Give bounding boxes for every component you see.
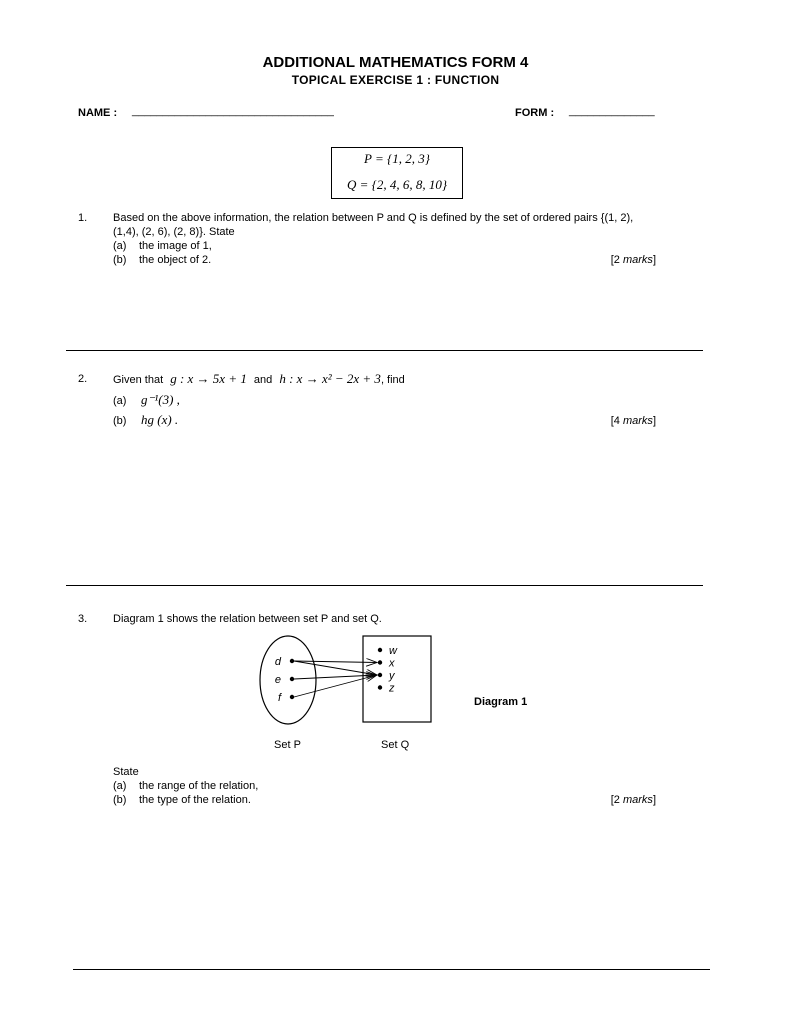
divider-3 — [73, 969, 710, 970]
question-2a-expression: g⁻¹(3) , — [141, 392, 180, 407]
set-p-element-e: e — [274, 674, 281, 686]
set-q-box — [363, 636, 431, 722]
set-q-element-y: y — [389, 670, 395, 682]
arrow-d-to-y — [294, 661, 377, 675]
set-q-dot-x — [378, 660, 382, 664]
question-2-marks: [4 marks] — [610, 415, 656, 427]
arrow-d-to-x — [294, 661, 377, 663]
set-q-element-z: z — [389, 682, 395, 695]
question-3a-text: the range of the relation, — [139, 780, 259, 792]
question-2-statement: Given that g : x → 5x + 1 and h : x → x² − 2x + 3, find — [113, 371, 405, 386]
set-q-dot-w — [378, 648, 382, 652]
set-p-dot-d — [290, 659, 294, 663]
question-3-state: State — [113, 766, 139, 778]
question-1a-label: (a) — [113, 240, 127, 252]
set-q-definition: Q = {2, 4, 6, 8, 10} — [346, 177, 448, 192]
question-1-marks: [2 marks] — [610, 254, 656, 266]
page-title: ADDITIONAL MATHEMATICS FORM 4 — [262, 54, 529, 71]
question-2a-label: (a) — [113, 395, 127, 407]
set-q-dot-z — [378, 685, 382, 689]
name-field[interactable]: _________________________________ — [132, 105, 334, 117]
set-q-element-x: x — [389, 657, 395, 670]
question-3-marks: [2 marks] — [610, 794, 656, 806]
set-q-dot-y — [378, 673, 382, 677]
question-1-number: 1. — [78, 212, 88, 224]
question-3b-label: (b) — [113, 794, 127, 806]
divider-1 — [66, 350, 703, 351]
question-1b-text: the object of 2. — [139, 254, 212, 266]
question-3a-label: (a) — [113, 780, 127, 792]
set-p-definition: P = {1, 2, 3} — [364, 151, 430, 166]
name-label: NAME : — [78, 107, 118, 119]
set-p-element-d: d — [274, 656, 281, 668]
question-1b-label: (b) — [113, 254, 127, 266]
diagram-caption: Diagram 1 — [474, 696, 528, 708]
set-p-label: Set P — [274, 739, 301, 751]
form-field[interactable]: ______________ — [569, 105, 655, 117]
divider-2 — [66, 585, 703, 586]
question-2-number: 2. — [78, 373, 88, 385]
function-g-definition: g : x → 5x + 1 — [170, 371, 247, 386]
arrow-diagram — [255, 630, 455, 730]
question-3-intro: Diagram 1 shows the relation between set P and set Q. — [113, 613, 382, 625]
question-2b-expression: hg (x) . — [141, 412, 179, 427]
set-p-ellipse — [260, 636, 316, 724]
set-definition-box — [331, 147, 463, 199]
question-3b-text: the type of the relation. — [139, 794, 251, 806]
question-1-line-1: Based on the above information, the relation between P and Q is defined by the set of ordered pairs {(1, 2), — [113, 212, 634, 224]
page-subtitle: TOPICAL EXERCISE 1 : FUNCTION — [291, 73, 500, 87]
set-p-element-f: f — [277, 692, 281, 704]
form-label: FORM : — [515, 107, 555, 119]
question-3-number: 3. — [78, 613, 88, 625]
function-h-definition: h : x → x² − 2x + 3 — [279, 371, 381, 386]
question-2b-label: (b) — [113, 415, 127, 427]
set-q-label: Set Q — [381, 739, 410, 751]
set-p-dot-f — [290, 695, 294, 699]
question-1a-text: the image of 1, — [139, 240, 212, 252]
question-1-line-2: (1,4), (2, 6), (2, 8)}. State — [113, 226, 235, 238]
set-q-element-w: w — [389, 645, 397, 657]
set-p-dot-e — [290, 677, 294, 681]
